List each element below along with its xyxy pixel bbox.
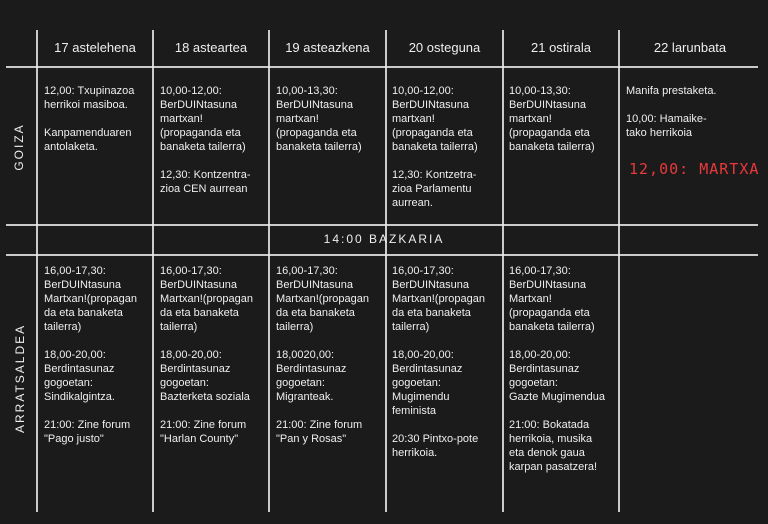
divider <box>6 66 758 68</box>
day-header: 18 asteartea <box>174 40 248 55</box>
day-header: 20 osteguna <box>408 40 481 55</box>
divider <box>6 254 758 256</box>
morning-cell: 12,00: Txupinazoa herrikoi masiboa. Kanpamenduaren antolaketa. <box>44 85 135 153</box>
morning-cell: 10,00-12,00: BerDUINtasuna martxan! (propaganda eta banaketa tailerra) 12,30: Kontzetra- zioa Parlamentu aurrean. <box>392 85 478 209</box>
divider <box>385 30 387 512</box>
divider <box>6 224 758 226</box>
march-label: 12,00: MARTXA <box>629 160 760 178</box>
morning-cell: 10,00-13,30: BerDUINtasuna martxan! (propaganda eta banaketa tailerra) <box>509 85 595 153</box>
day-header: 17 astelehena <box>54 40 136 55</box>
afternoon-cell: 16,00-17,30: BerDUINtasuna Martxan!(propagan da eta banaketa tailerra) 18,00-20,00: Berdintasunaz gogoetan: Bazterketa soziala 21:00: Zine forum "Harlan County" <box>160 265 253 445</box>
afternoon-cell: 16,00-17,30: BerDUINtasuna Martxan!(propagan da eta banaketa tailerra) 18,00-20,00: Berdintasunaz gogoetan: Sindikalgintza. 21:00: Zine forum "Pago justo" <box>44 265 137 445</box>
afternoon-cell: 16,00-17,30: BerDUINtasuna Martxan!(propagan da eta banaketa tailerra) 18,0020,00: Berdintasunaz gogoetan: Migranteak. 21:00: Zine forum "Pan y Rosas" <box>276 265 369 445</box>
morning-cell: 10,00-12,00: BerDUINtasuna martxan! (propaganda eta banaketa tailerra) 12,30: Kontzentra- zioa CEN aurrean <box>160 85 251 195</box>
section-label-afternoon: ARRATSALDEA <box>13 323 27 433</box>
morning-cell: 10,00-13,30: BerDUINtasuna martxan! (propaganda eta banaketa tailerra) <box>276 85 362 153</box>
divider <box>268 30 270 512</box>
afternoon-cell: 16,00-17,30: BerDUINtasuna Martxan! (propaganda eta banaketa tailerra) 18,00-20,00: Berdintasunaz gogoetan: Gazte Mugimendua 21:00: Bokatada herrikoia, musika eta denok gaua karpan pasatzera! <box>509 265 605 473</box>
section-label-morning: GOIZA <box>12 123 26 171</box>
divider <box>36 30 38 512</box>
day-header: 21 ostirala <box>531 40 591 55</box>
divider <box>152 30 154 512</box>
lunch-label: 14:00 BAZKARIA <box>323 232 445 246</box>
divider <box>618 30 620 512</box>
divider <box>502 30 504 512</box>
afternoon-cell: 16,00-17,30: BerDUINtasuna Martxan!(propagan da eta banaketa tailerra) 18,00-20,00: Berdintasunaz gogoetan: Mugimendu feminista 20:30 Pintxo-pote herrikoia. <box>392 265 485 459</box>
day-header: 19 asteazkena <box>285 40 370 55</box>
day-header: 22 larunbata <box>653 40 727 55</box>
morning-cell: Manifa prestaketa. 10,00: Hamaike- tako herrikoia <box>626 85 717 139</box>
